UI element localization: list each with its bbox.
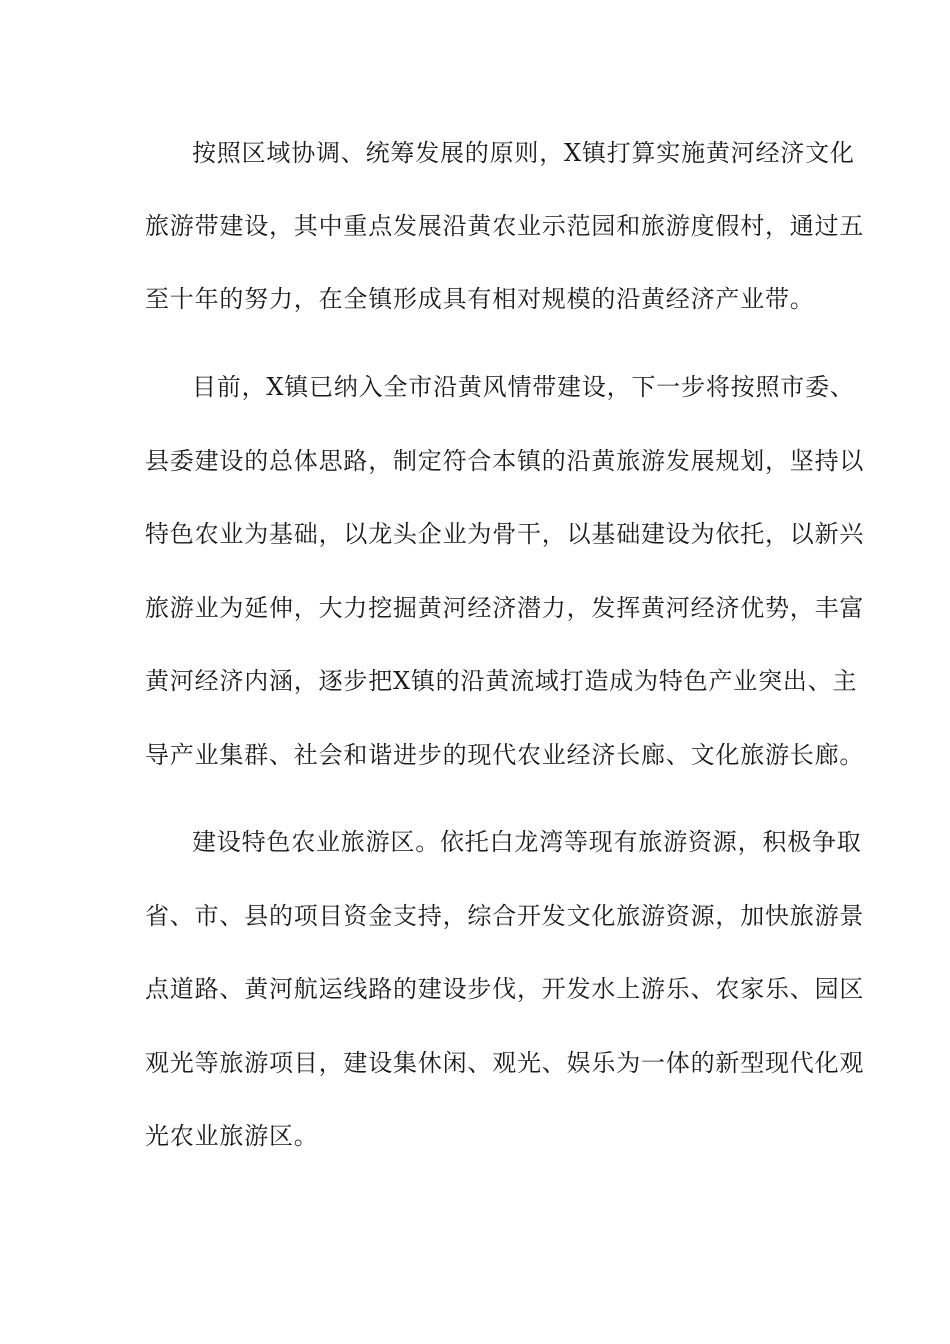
paragraph-2-line-2: 县委建设的总体思路，制定符合本镇的沿黄旅游发展规划，坚持以 (145, 447, 865, 475)
paragraph-3-line-2: 省、市、县的项目资金支持，综合开发文化旅游资源，加快旅游景 (145, 902, 865, 930)
paragraph-1-line-3: 至十年的努力，在全镇形成具有相对规模的沿黄经济产业带。 (145, 285, 815, 313)
paragraph-2-line-3: 特色农业为基础，以龙头企业为骨干，以基础建设为依托，以新兴 (145, 520, 865, 548)
paragraph-3-line-1: 建设特色农业旅游区。依托白龙湾等现有旅游资源，积极争取 (192, 828, 862, 856)
paragraph-1-line-2: 旅游带建设，其中重点发展沿黄农业示范园和旅游度假村，通过五 (145, 212, 865, 240)
paragraph-3-line-5: 光农业旅游区。 (145, 1122, 319, 1150)
paragraph-2-line-6: 导产业集群、社会和谐进步的现代农业经济长廊、文化旅游长廊。 (145, 741, 865, 769)
paragraph-2-line-1: 目前，X镇已纳入全市沿黄风情带建设，下一步将按照市委、 (192, 373, 855, 401)
paragraph-2-line-5: 黄河经济内涵，逐步把X镇的沿黄流域打造成为特色产业突出、主 (145, 667, 858, 695)
paragraph-3-line-3: 点道路、黄河航运线路的建设步伐，开发水上游乐、农家乐、园区 (145, 975, 865, 1003)
paragraph-2-line-4: 旅游业为延伸，大力挖掘黄河经济潜力，发挥黄河经济优势，丰富 (145, 594, 865, 622)
paragraph-3-line-4: 观光等旅游项目，建设集休闲、观光、娱乐为一体的新型现代化观 (145, 1049, 865, 1077)
paragraph-1-line-1: 按照区域协调、统筹发展的原则，X镇打算实施黄河经济文化 (192, 139, 855, 167)
